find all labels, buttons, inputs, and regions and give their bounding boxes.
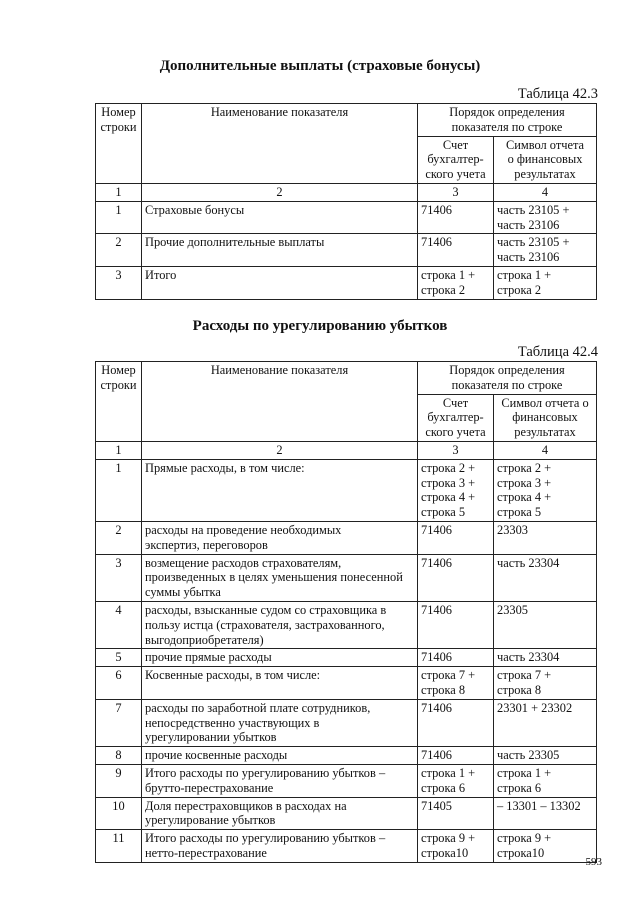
table-row [96,201,597,234]
account-cell: строка 1 + строка 2 [418,266,494,299]
row-number-cell: 5 [96,649,142,667]
indicator-name-cell: Страховые бонусы [142,201,418,234]
page-number: 593 [585,856,602,868]
symbol-cell: часть 23304 [494,649,597,667]
account-cell: 71406 [418,699,494,746]
account-cell: 71406 [418,521,494,554]
account-cell: строка 2 + строка 3 + строка 4 + строка 5 [418,459,494,521]
symbol-cell: 23301 + 23302 [494,699,597,746]
account-cell: 71406 [418,554,494,601]
account-cell: 71405 [418,797,494,830]
header-account: Счет бухгалтер- ского учета [418,136,494,183]
colnum-1: 1 [96,183,142,201]
table-row [96,797,597,830]
indicator-name-cell: расходы на проведение необходимых экспертиз, переговоров [142,521,418,554]
symbol-cell: 23305 [494,601,597,648]
row-number-cell: 8 [96,747,142,765]
symbol-cell: – 13301 – 13302 [494,797,597,830]
symbol-cell: строка 1 + строка 2 [494,266,597,299]
table-row [96,266,597,299]
indicator-name-cell: Итого [142,266,418,299]
symbol-cell: часть 23105 + часть 23106 [494,234,597,267]
table-row [96,601,597,648]
symbol-cell: строка 2 + строка 3 + строка 4 + строка 5 [494,459,597,521]
row-number-cell: 1 [96,201,142,234]
row-number-cell: 9 [96,764,142,797]
colnum-2: 2 [142,183,418,201]
row-number-cell: 1 [96,459,142,521]
header-row-number: Номер строки [96,104,142,184]
symbol-cell: 23303 [494,521,597,554]
indicator-name-cell: Косвенные расходы, в том числе: [142,667,418,700]
account-cell: 71406 [418,234,494,267]
colnum-4: 4 [494,441,597,459]
indicator-name-cell: прочие косвенные расходы [142,747,418,765]
table-row [96,699,597,746]
account-cell: 71406 [418,201,494,234]
indicator-name-cell: Итого расходы по урегулированию убытков – брутто-перестрахование [142,764,418,797]
symbol-cell: строка 9 + строка10 [494,830,597,863]
row-number-cell: 2 [96,234,142,267]
colnum-1: 1 [96,441,142,459]
account-cell: строка 9 + строка10 [418,830,494,863]
row-number-cell: 7 [96,699,142,746]
indicator-name-cell: расходы по заработной плате сотрудников, непосредственно участвующих в урегулировании убытков [142,699,418,746]
account-cell: строка 1 + строка 6 [418,764,494,797]
table-number-1: Таблица 42.3 [517,86,598,102]
colnum-3: 3 [418,183,494,201]
row-number-cell: 3 [96,554,142,601]
colnum-2: 2 [142,441,418,459]
row-number-cell: 4 [96,601,142,648]
header-symbol: Символ отчета о финансовых результатах [494,394,597,441]
indicator-name-cell: Прочие дополнительные выплаты [142,234,418,267]
row-number-cell: 3 [96,266,142,299]
symbol-cell: часть 23304 [494,554,597,601]
indicator-name-cell: Доля перестраховщиков в расходах на урегулирование убытков [142,797,418,830]
header-row-number: Номер строки [96,362,142,442]
header-account: Счет бухгалтер- ского учета [418,394,494,441]
symbol-cell: часть 23305 [494,747,597,765]
header-order: Порядок определения показателя по строке [418,362,597,395]
header-symbol: Символ отчета о финансовых результатах [494,136,597,183]
indicator-name-cell: Итого расходы по урегулированию убытков – нетто-перестрахование [142,830,418,863]
row-number-cell: 11 [96,830,142,863]
header-indicator-name: Наименование показателя [142,104,418,184]
colnum-4: 4 [494,183,597,201]
table-row [96,521,597,554]
colnum-3: 3 [418,441,494,459]
account-cell: 71406 [418,649,494,667]
header-indicator-name: Наименование показателя [142,362,418,442]
symbol-cell: строка 7 + строка 8 [494,667,597,700]
table-42-4 [95,361,597,863]
section-title-2: Расходы по урегулированию убытков [192,318,448,334]
account-cell: 71406 [418,601,494,648]
table-row [96,830,597,863]
row-number-cell: 10 [96,797,142,830]
table-row [96,459,597,521]
indicator-name-cell: расходы, взысканные судом со страховщика в пользу истца (страхователя, застрахованного, выгодоприобретателя) [142,601,418,648]
table-row [96,234,597,267]
symbol-cell: строка 1 + строка 6 [494,764,597,797]
account-cell: 71406 [418,747,494,765]
table-row [96,747,597,765]
table-row [96,667,597,700]
row-number-cell: 6 [96,667,142,700]
table-row [96,554,597,601]
row-number-cell: 2 [96,521,142,554]
table-number-2: Таблица 42.4 [517,344,598,360]
table-row [96,649,597,667]
indicator-name-cell: возмещение расходов страхователям, произведенных в целях уменьшения понесенной суммы убытка [142,554,418,601]
symbol-cell: часть 23105 + часть 23106 [494,201,597,234]
table-row [96,764,597,797]
section-title-1: Дополнительные выплаты (страховые бонусы) [159,58,481,74]
header-order: Порядок определения показателя по строке [418,104,597,137]
indicator-name-cell: прочие прямые расходы [142,649,418,667]
indicator-name-cell: Прямые расходы, в том числе: [142,459,418,521]
table-42-3 [95,103,597,300]
account-cell: строка 7 + строка 8 [418,667,494,700]
